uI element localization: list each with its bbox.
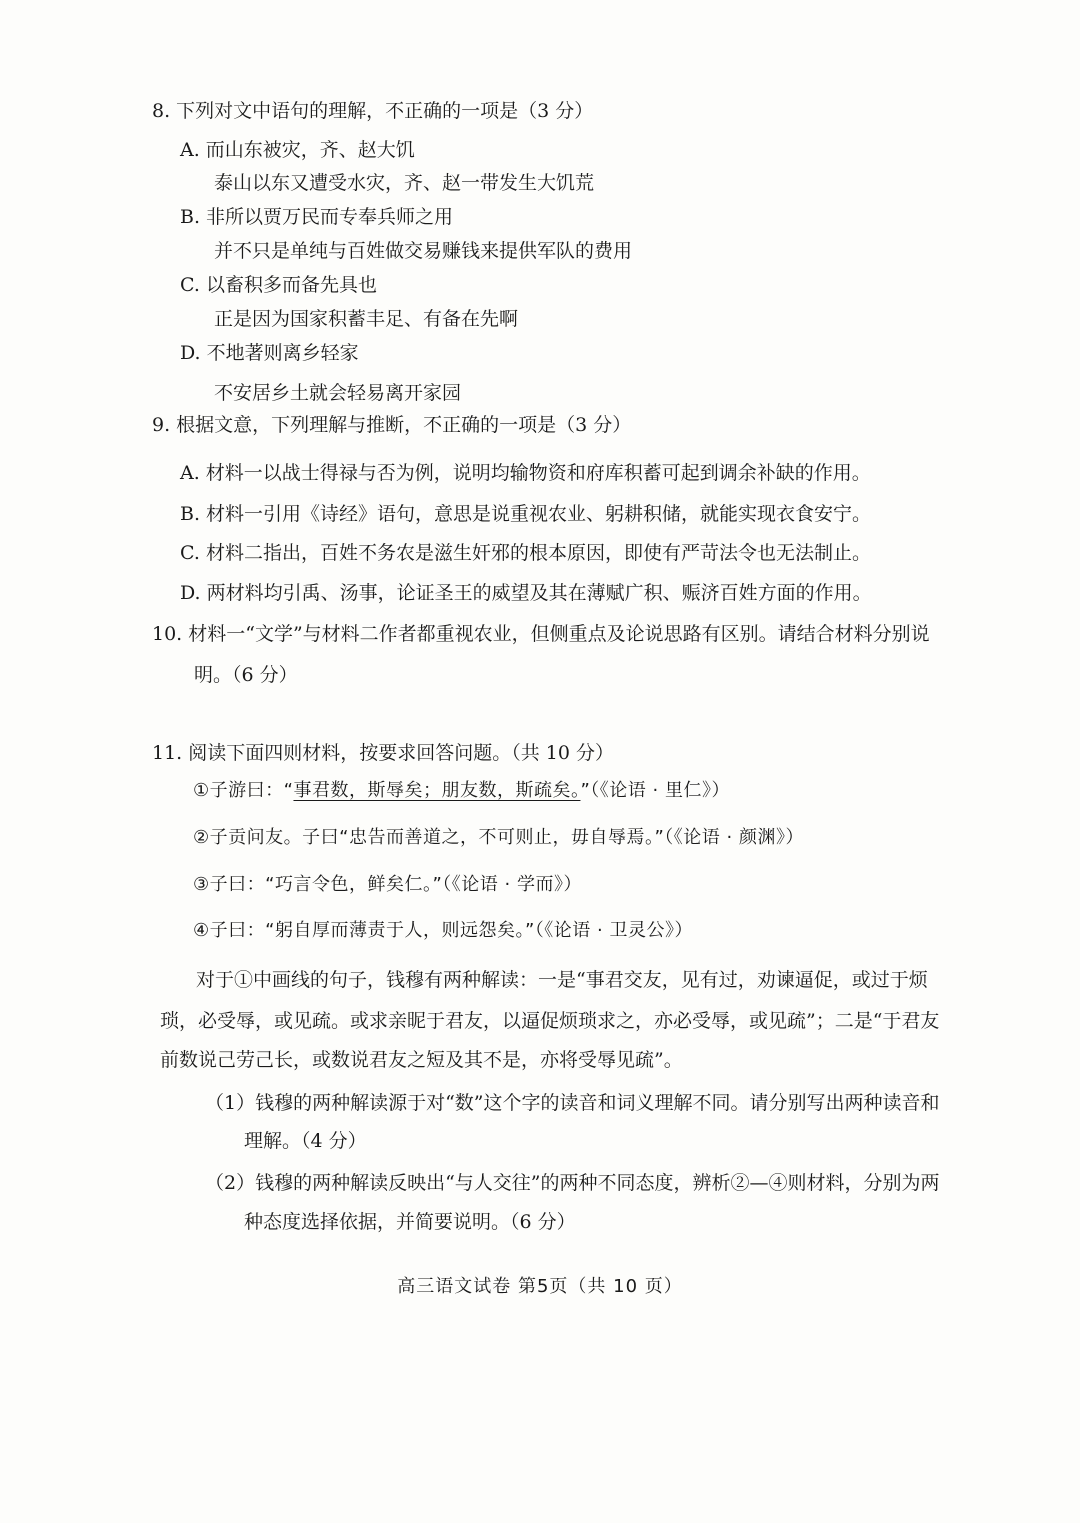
q9-option-c: C. 材料二指出，百姓不务农是滋生奸邪的根本原因，即使有严苛法令也无法制止。 [180,542,871,564]
q10-line1: 10. 材料一“文学”与材料二作者都重视农业，但侧重点及论说思路有区别。请结合材料分别说 [152,623,930,645]
material-1-underlined: 事君数，斯辱矣；朋友数，斯疏矣。 [293,780,581,801]
q11-sub1-line2: 理解。（4 分） [244,1130,367,1152]
material-1-suffix: ”（《论语 · 里仁》） [580,780,730,801]
q11-sub1-line1: （1）钱穆的两种解读源于对“数”这个字的读音和词义理解不同。请分别写出两种读音和 [205,1092,940,1114]
q11-material-4: ④子曰：“躬自厚而薄责于人，则远怨矣。”（《论语 · 卫灵公》） [193,920,693,941]
q11-stem: 11. 阅读下面四则材料，按要求回答问题。（共 10 分） [152,742,615,764]
q11-para-line1: 对于①中画线的句子，钱穆有两种解读：一是“事君交友，见有过，劝谏逼促，或过于烦 [196,969,928,991]
q11-material-2: ②子贡问友。子曰“忠告而善道之，不可则止，毋自辱焉。”（《论语 · 颜渊》） [193,827,804,848]
q8-option-c-translation: 正是因为国家积蓄丰足、有备在先啊 [214,308,519,330]
q11-sub2-line1: （2）钱穆的两种解读反映出“与人交往”的两种不同态度，辨析②—④则材料，分别为两 [205,1172,940,1194]
q8-option-c: C. 以畜积多而备先具也 [180,274,377,296]
q11-para-line3: 前数说己劳己长，或数说君友之短及其不是，亦将受辱见疏”。 [160,1049,683,1071]
q8-option-a: A. 而山东被灾，齐、赵大饥 [180,139,415,161]
q11-sub2-line2: 种态度选择依据，并简要说明。（6 分） [244,1211,576,1233]
q9-option-d: D. 两材料均引禹、汤事，论证圣王的威望及其在薄赋广积、赈济百姓方面的作用。 [180,582,872,604]
q9-stem: 9. 根据文意，下列理解与推断，不正确的一项是（3 分） [152,414,632,436]
q10-line2: 明。（6 分） [194,664,298,686]
q11-material-1 [193,778,730,804]
q8-option-b: B. 非所以贾万民而专奉兵师之用 [180,206,454,228]
q9-option-b: B. 材料一引用《诗经》语句，意思是说重视农业、躬耕积储，就能实现衣食安宁。 [180,503,872,525]
q11-para-line2: 琐，必受辱，或见疏。或求亲昵于君友，以逼促烦琐求之，亦必受辱，或见疏”；二是“于君友 [160,1010,940,1032]
material-1-prefix: ①子游曰：“ [193,780,294,801]
page-footer: 高三语文试卷 第5页（共 10 页） [397,1276,683,1297]
q9-option-a: A. 材料一以战士得禄与否为例，说明均输物资和府库积蓄可起到调余补缺的作用。 [180,462,871,484]
q8-option-d-translation: 不安居乡土就会轻易离开家园 [214,382,462,404]
q8-stem: 8. 下列对文中语句的理解，不正确的一项是（3 分） [152,100,594,122]
q8-option-a-translation: 泰山以东又遭受水灾，齐、赵一带发生大饥荒 [214,172,595,194]
q8-option-d: D. 不地著则离乡轻家 [180,342,359,364]
q8-option-b-translation: 并不只是单纯与百姓做交易赚钱来提供军队的费用 [214,240,633,262]
q11-material-3: ③子曰：“巧言令色，鲜矣仁。”（《论语 · 学而》） [193,874,582,895]
